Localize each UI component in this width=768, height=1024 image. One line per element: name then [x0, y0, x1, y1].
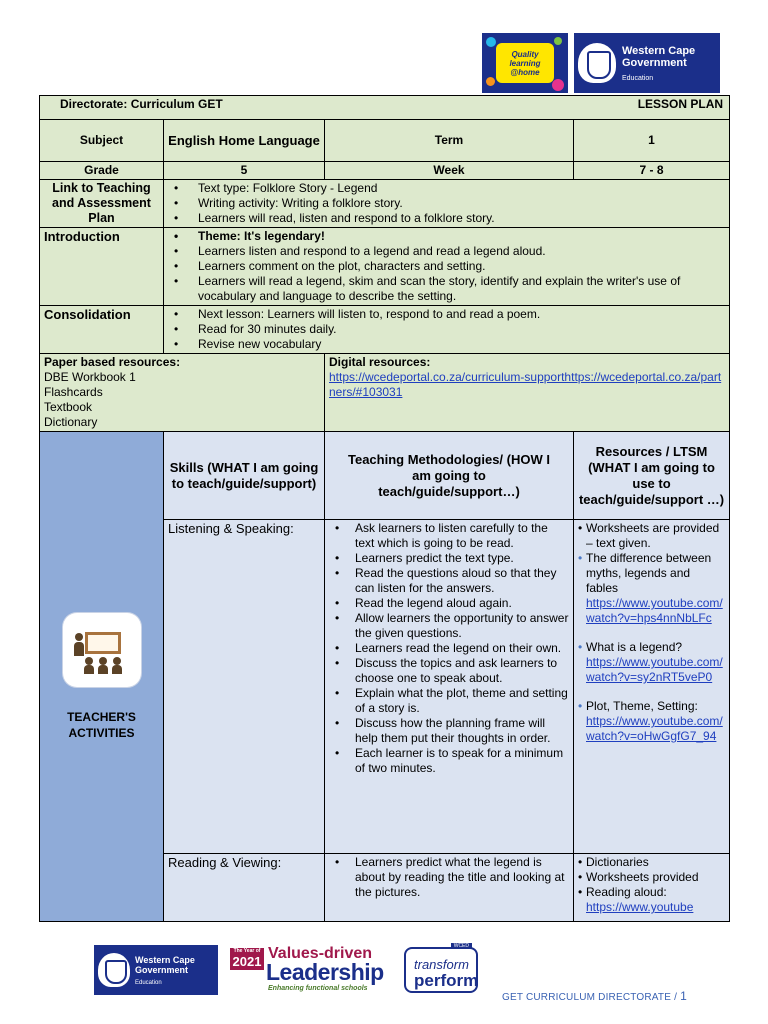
footer-wcg-line1: Western Cape: [135, 954, 195, 965]
method-item: • Learners predict the text type.: [329, 551, 569, 566]
ltsm-video-link[interactable]: https://www.youtube.com/watch?v=sy2nRT5veP0: [586, 655, 723, 684]
method-item: • Explain what the plot, theme and setting of a story is.: [329, 686, 569, 716]
digital-resources-link[interactable]: https://wcedeportal.co.za/curriculum-supporthttps://wcedeportal.co.za/partners/#103031: [329, 370, 722, 399]
year-badge: [230, 948, 264, 970]
ltsm-item-text: What is a legend?: [586, 640, 683, 654]
subject-value: English Home Language: [164, 120, 325, 162]
wced-tag: WCED: [451, 943, 472, 949]
link-label: Link to Teaching and Assessment Plan: [40, 180, 164, 228]
ltsm-item: [578, 551, 725, 626]
digital-resources: [325, 354, 730, 432]
skills-header: Skills (WHAT I am going to teach/guide/support): [164, 432, 325, 520]
grade-value: 5: [164, 162, 325, 180]
document-title: Directorate: Curriculum GET: [60, 97, 223, 111]
values-driven-leadership-logo: [230, 945, 390, 995]
introduction-label: Introduction: [40, 228, 164, 306]
ltsm-item: [578, 699, 725, 744]
consolidation-item: • Revise new vocabulary: [168, 337, 725, 352]
reading-skill: Reading & Viewing:: [164, 854, 325, 922]
quality-learning-logo: [482, 33, 568, 93]
listening-skill: Listening & Speaking:: [164, 520, 325, 854]
footer-wcg-logo: [94, 945, 218, 995]
paper-resource-item: Textbook: [44, 400, 93, 414]
consolidation-item: • Read for 30 minutes daily.: [168, 322, 725, 337]
perform-text: perform: [414, 971, 479, 990]
method-item: • Read the questions aloud so that they can listen for the answers.: [329, 566, 569, 596]
year-small: The Year of: [233, 948, 261, 954]
link-row: [40, 180, 730, 228]
link-item: • Learners will read, listen and respond to a folklore story.: [168, 211, 725, 226]
link-item: • Writing activity: Writing a folklore story.: [168, 196, 725, 211]
consolidation-label: Consolidation: [40, 306, 164, 354]
week-label: Week: [325, 162, 574, 180]
paper-resources: [40, 354, 325, 432]
teachers-activities-sidebar: [40, 432, 164, 922]
directorate-footer-text: GET CURRICULUM DIRECTORATE /: [502, 992, 678, 1003]
digital-resources-label: Digital resources:: [329, 355, 431, 369]
ltsm-link-line: [578, 900, 725, 915]
term-value: 1: [574, 120, 730, 162]
transform-text: transform: [414, 957, 469, 972]
crest-icon: [578, 43, 616, 83]
ltsm-item: • Reading aloud:: [578, 885, 725, 900]
quality-logo-text-2: learning: [509, 58, 541, 68]
western-cape-government-logo: [574, 33, 720, 93]
method-item: • Discuss how the planning frame will help them put their thoughts in order.: [329, 716, 569, 746]
grade-label: Grade: [40, 162, 164, 180]
wcg-line2: Government: [622, 56, 687, 69]
lesson-plan-table: [39, 95, 730, 922]
lesson-plan-label: LESSON PLAN: [637, 97, 724, 111]
introduction-item: • Learners listen and respond to a legend and read a legend aloud.: [168, 244, 725, 259]
ltsm-item: [578, 640, 725, 685]
transform-perform-logo: [404, 943, 479, 993]
crest-icon: [98, 953, 130, 987]
ltsm-reading-link[interactable]: https://www.youtube: [586, 900, 694, 914]
method-item: • Learners read the legend on their own.: [329, 641, 569, 656]
wcg-line3: Education: [622, 74, 654, 82]
paper-resource-item: Dictionary: [44, 415, 98, 429]
consolidation-row: [40, 306, 730, 354]
quality-logo-text-3: @home: [510, 67, 540, 77]
ltsm-item: • Dictionaries: [578, 855, 725, 870]
footer-wcg-line3: Education: [135, 979, 162, 986]
enhancing-text: Enhancing functional schools: [268, 985, 368, 992]
ltsm-video-link[interactable]: https://www.youtube.com/watch?v=oHwGgfG7_94: [586, 714, 723, 743]
introduction-theme: • Theme: It's legendary!: [168, 229, 725, 244]
quality-logo-text-1: Quality: [511, 49, 539, 59]
ltsm-item: • Worksheets are provided – text given.: [578, 521, 725, 551]
introduction-item: • Learners will read a legend, skim and scan the story, identify and explain the writer's use of vocabulary and language to describe the setting.: [168, 274, 725, 304]
page-footer: [502, 989, 687, 1003]
method-item: • Ask learners to listen carefully to the text which is going to be read.: [329, 521, 569, 551]
paper-resource-item: Flashcards: [44, 385, 103, 399]
method-item: • Read the legend aloud again.: [329, 596, 569, 611]
introduction-item: • Learners comment on the plot, characters and setting.: [168, 259, 725, 274]
ltsm-item-text: Plot, Theme, Setting:: [586, 699, 698, 713]
activities-header-row: [40, 432, 730, 520]
method-item: • Each learner is to speak for a minimum of two minutes.: [329, 746, 569, 776]
ltsm-header: Resources / LTSM (WHAT I am going to use to teach/guide/support …): [574, 432, 730, 520]
title-row: [40, 96, 730, 120]
footer-wcg-line2: Government: [135, 964, 189, 975]
ltsm-video-link[interactable]: https://www.youtube.com/watch?v=hps4nnNbLFc: [586, 596, 723, 625]
wcg-line1: Western Cape: [622, 44, 696, 57]
resources-row: [40, 354, 730, 432]
introduction-row: [40, 228, 730, 306]
paper-resource-item: DBE Workbook 1: [44, 370, 136, 384]
footer-logos: [94, 944, 478, 996]
subject-label: Subject: [40, 120, 164, 162]
week-value: 7 - 8: [574, 162, 730, 180]
subject-row: [40, 120, 730, 162]
page-number: 1: [680, 989, 687, 1003]
teacher-classroom-icon: [63, 613, 141, 687]
ltsm-item-text: The difference between myths, legends and fables: [586, 551, 712, 595]
leadership-text: Leadership: [266, 959, 384, 985]
paper-resources-label: Paper based resources:: [44, 355, 181, 369]
grade-row: [40, 162, 730, 180]
consolidation-item: • Next lesson: Learners will listen to, respond to and read a poem.: [168, 307, 725, 322]
values-driven-text: Values-driven: [268, 945, 373, 962]
ltsm-item: • Worksheets provided: [578, 870, 725, 885]
teachers-activities-label: TEACHER'S ACTIVITIES: [67, 709, 136, 740]
method-item: • Learners predict what the legend is about by reading the title and looking at the pictures.: [329, 855, 569, 900]
method-item: • Discuss the topics and ask learners to choose one to speak about.: [329, 656, 569, 686]
term-label: Term: [325, 120, 574, 162]
year-number: 2021: [232, 954, 262, 969]
methodologies-header: Teaching Methodologies/ (HOW I am going to teach/guide/support…): [325, 432, 574, 520]
method-item: • Allow learners the opportunity to answer the given questions.: [329, 611, 569, 641]
header-logos: [482, 33, 720, 93]
link-item: • Text type: Folklore Story - Legend: [168, 181, 725, 196]
